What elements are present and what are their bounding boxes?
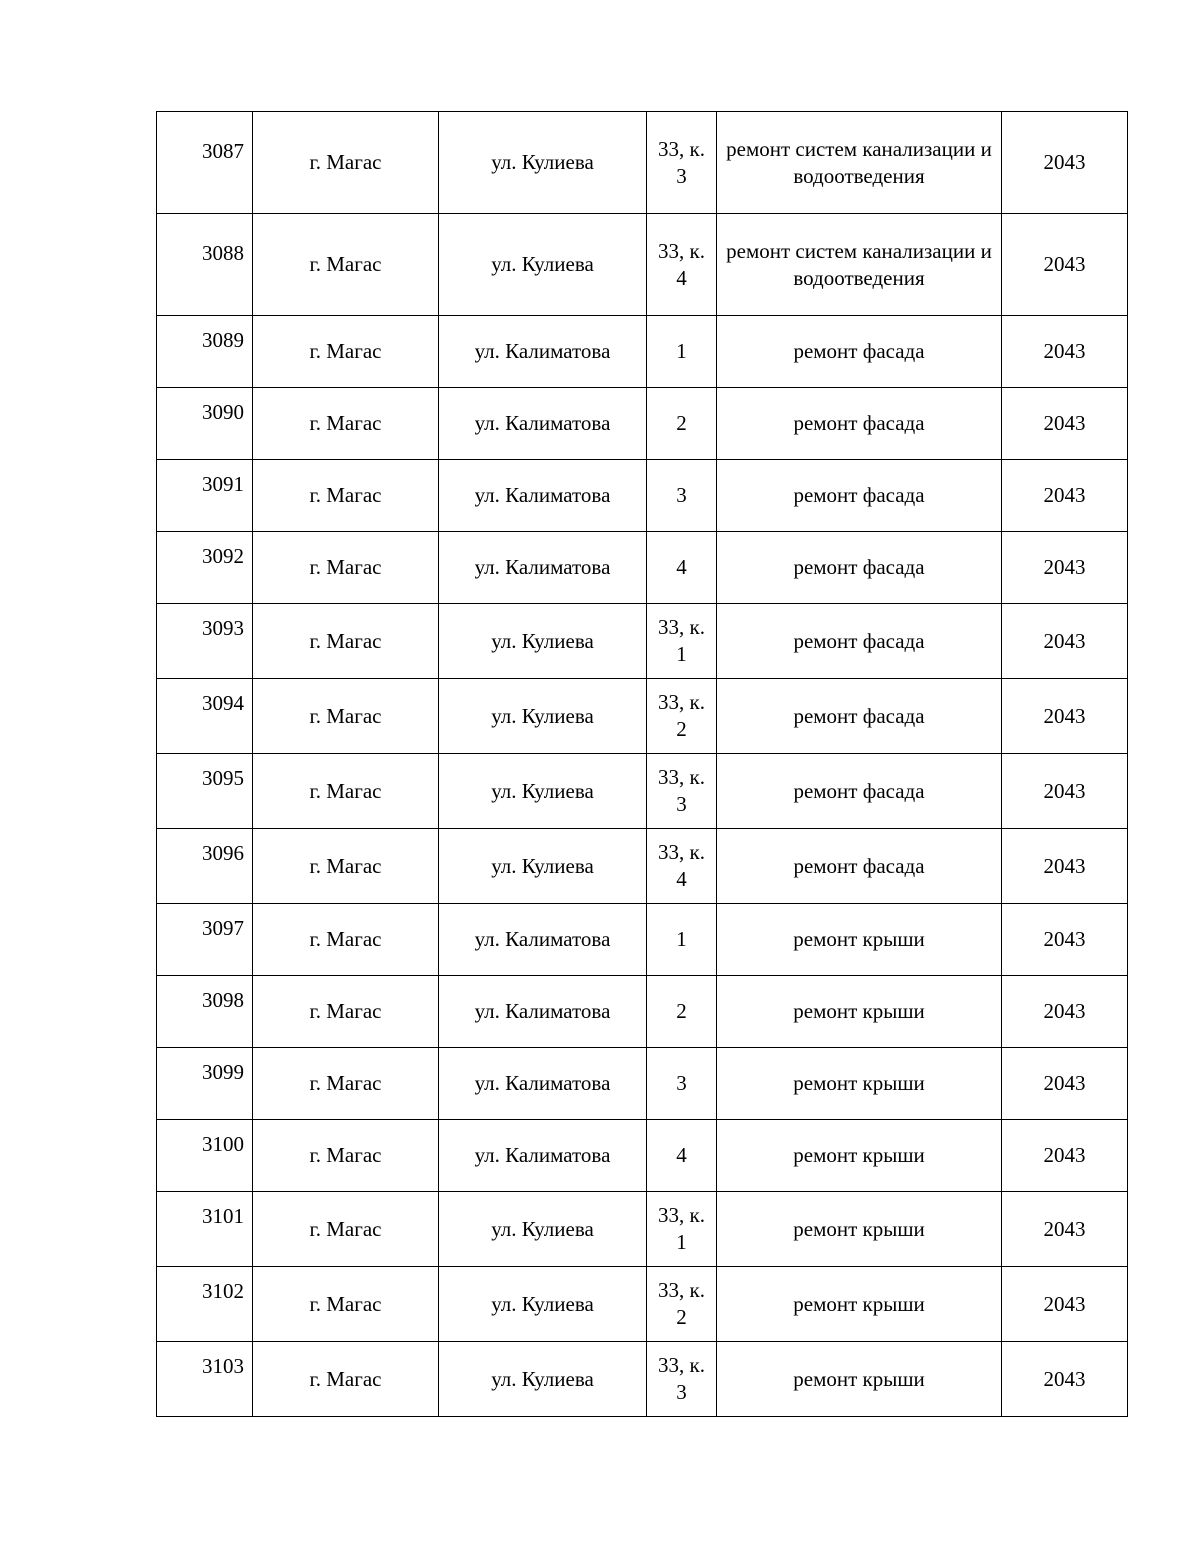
table-row bbox=[157, 388, 1128, 460]
street-cell: ул. Кулиева bbox=[439, 214, 647, 316]
city-cell: г. Магас bbox=[253, 604, 439, 679]
house-number-cell: 33, к. 1 bbox=[647, 604, 717, 679]
year-cell: 2043 bbox=[1002, 460, 1128, 532]
street-cell: ул. Кулиева bbox=[439, 679, 647, 754]
table-row bbox=[157, 532, 1128, 604]
table-row bbox=[157, 604, 1128, 679]
table-row bbox=[157, 1342, 1128, 1417]
row-number-cell: 3101 bbox=[157, 1192, 253, 1267]
house-number-cell: 1 bbox=[647, 904, 717, 976]
city-cell: г. Магас bbox=[253, 214, 439, 316]
work-type-cell: ремонт фасада bbox=[717, 754, 1002, 829]
year-cell: 2043 bbox=[1002, 388, 1128, 460]
table-row bbox=[157, 904, 1128, 976]
row-number-cell: 3090 bbox=[157, 388, 253, 460]
street-cell: ул. Калиматова bbox=[439, 532, 647, 604]
city-cell: г. Магас bbox=[253, 1342, 439, 1417]
year-cell: 2043 bbox=[1002, 904, 1128, 976]
row-number-cell: 3095 bbox=[157, 754, 253, 829]
house-number-cell: 33, к. 3 bbox=[647, 1342, 717, 1417]
street-cell: ул. Кулиева bbox=[439, 829, 647, 904]
work-type-cell: ремонт фасада bbox=[717, 829, 1002, 904]
work-type-cell: ремонт фасада bbox=[717, 388, 1002, 460]
street-cell: ул. Калиматова bbox=[439, 904, 647, 976]
row-number-cell: 3087 bbox=[157, 112, 253, 214]
year-cell: 2043 bbox=[1002, 1192, 1128, 1267]
work-type-cell: ремонт крыши bbox=[717, 1120, 1002, 1192]
street-cell: ул. Кулиева bbox=[439, 1267, 647, 1342]
year-cell: 2043 bbox=[1002, 1267, 1128, 1342]
work-type-cell: ремонт фасада bbox=[717, 679, 1002, 754]
street-cell: ул. Кулиева bbox=[439, 1342, 647, 1417]
year-cell: 2043 bbox=[1002, 754, 1128, 829]
city-cell: г. Магас bbox=[253, 976, 439, 1048]
row-number-cell: 3098 bbox=[157, 976, 253, 1048]
table-row bbox=[157, 112, 1128, 214]
table-row bbox=[157, 460, 1128, 532]
year-cell: 2043 bbox=[1002, 316, 1128, 388]
work-type-cell: ремонт фасада bbox=[717, 460, 1002, 532]
row-number-cell: 3097 bbox=[157, 904, 253, 976]
city-cell: г. Магас bbox=[253, 1192, 439, 1267]
table-row bbox=[157, 214, 1128, 316]
street-cell: ул. Калиматова bbox=[439, 460, 647, 532]
row-number-cell: 3088 bbox=[157, 214, 253, 316]
row-number-cell: 3094 bbox=[157, 679, 253, 754]
table-row bbox=[157, 316, 1128, 388]
table-row bbox=[157, 1120, 1128, 1192]
house-number-cell: 33, к. 2 bbox=[647, 679, 717, 754]
work-type-cell: ремонт крыши bbox=[717, 1192, 1002, 1267]
city-cell: г. Магас bbox=[253, 532, 439, 604]
city-cell: г. Магас bbox=[253, 754, 439, 829]
year-cell: 2043 bbox=[1002, 976, 1128, 1048]
year-cell: 2043 bbox=[1002, 679, 1128, 754]
row-number-cell: 3099 bbox=[157, 1048, 253, 1120]
work-type-cell: ремонт крыши bbox=[717, 976, 1002, 1048]
work-type-cell: ремонт систем канализации и водоотведения bbox=[717, 112, 1002, 214]
street-cell: ул. Калиматова bbox=[439, 388, 647, 460]
year-cell: 2043 bbox=[1002, 1342, 1128, 1417]
repair-schedule-table bbox=[156, 111, 1128, 1417]
house-number-cell: 33, к. 2 bbox=[647, 1267, 717, 1342]
house-number-cell: 33, к. 4 bbox=[647, 214, 717, 316]
house-number-cell: 3 bbox=[647, 460, 717, 532]
street-cell: ул. Кулиева bbox=[439, 754, 647, 829]
work-type-cell: ремонт крыши bbox=[717, 1342, 1002, 1417]
city-cell: г. Магас bbox=[253, 904, 439, 976]
row-number-cell: 3102 bbox=[157, 1267, 253, 1342]
city-cell: г. Магас bbox=[253, 460, 439, 532]
city-cell: г. Магас bbox=[253, 316, 439, 388]
city-cell: г. Магас bbox=[253, 1048, 439, 1120]
table-row bbox=[157, 754, 1128, 829]
house-number-cell: 33, к. 4 bbox=[647, 829, 717, 904]
city-cell: г. Магас bbox=[253, 1267, 439, 1342]
row-number-cell: 3100 bbox=[157, 1120, 253, 1192]
row-number-cell: 3089 bbox=[157, 316, 253, 388]
work-type-cell: ремонт крыши bbox=[717, 1267, 1002, 1342]
work-type-cell: ремонт систем канализации и водоотведения bbox=[717, 214, 1002, 316]
row-number-cell: 3096 bbox=[157, 829, 253, 904]
work-type-cell: ремонт фасада bbox=[717, 316, 1002, 388]
table-body bbox=[157, 112, 1128, 1417]
work-type-cell: ремонт крыши bbox=[717, 1048, 1002, 1120]
work-type-cell: ремонт фасада bbox=[717, 604, 1002, 679]
city-cell: г. Магас bbox=[253, 112, 439, 214]
year-cell: 2043 bbox=[1002, 532, 1128, 604]
work-type-cell: ремонт крыши bbox=[717, 904, 1002, 976]
house-number-cell: 2 bbox=[647, 976, 717, 1048]
house-number-cell: 3 bbox=[647, 1048, 717, 1120]
table-row bbox=[157, 829, 1128, 904]
street-cell: ул. Калиматова bbox=[439, 316, 647, 388]
house-number-cell: 33, к. 1 bbox=[647, 1192, 717, 1267]
house-number-cell: 33, к. 3 bbox=[647, 754, 717, 829]
street-cell: ул. Калиматова bbox=[439, 976, 647, 1048]
row-number-cell: 3093 bbox=[157, 604, 253, 679]
row-number-cell: 3092 bbox=[157, 532, 253, 604]
city-cell: г. Магас bbox=[253, 829, 439, 904]
house-number-cell: 4 bbox=[647, 1120, 717, 1192]
row-number-cell: 3091 bbox=[157, 460, 253, 532]
street-cell: ул. Кулиева bbox=[439, 1192, 647, 1267]
house-number-cell: 33, к. 3 bbox=[647, 112, 717, 214]
street-cell: ул. Калиматова bbox=[439, 1048, 647, 1120]
house-number-cell: 2 bbox=[647, 388, 717, 460]
house-number-cell: 1 bbox=[647, 316, 717, 388]
year-cell: 2043 bbox=[1002, 1048, 1128, 1120]
year-cell: 2043 bbox=[1002, 604, 1128, 679]
table-row bbox=[157, 1048, 1128, 1120]
year-cell: 2043 bbox=[1002, 1120, 1128, 1192]
table-row bbox=[157, 679, 1128, 754]
street-cell: ул. Кулиева bbox=[439, 112, 647, 214]
city-cell: г. Магас bbox=[253, 388, 439, 460]
house-number-cell: 4 bbox=[647, 532, 717, 604]
year-cell: 2043 bbox=[1002, 112, 1128, 214]
work-type-cell: ремонт фасада bbox=[717, 532, 1002, 604]
year-cell: 2043 bbox=[1002, 214, 1128, 316]
city-cell: г. Магас bbox=[253, 679, 439, 754]
table-row bbox=[157, 1192, 1128, 1267]
row-number-cell: 3103 bbox=[157, 1342, 253, 1417]
street-cell: ул. Калиматова bbox=[439, 1120, 647, 1192]
year-cell: 2043 bbox=[1002, 829, 1128, 904]
city-cell: г. Магас bbox=[253, 1120, 439, 1192]
table-row bbox=[157, 1267, 1128, 1342]
table-row bbox=[157, 976, 1128, 1048]
street-cell: ул. Кулиева bbox=[439, 604, 647, 679]
